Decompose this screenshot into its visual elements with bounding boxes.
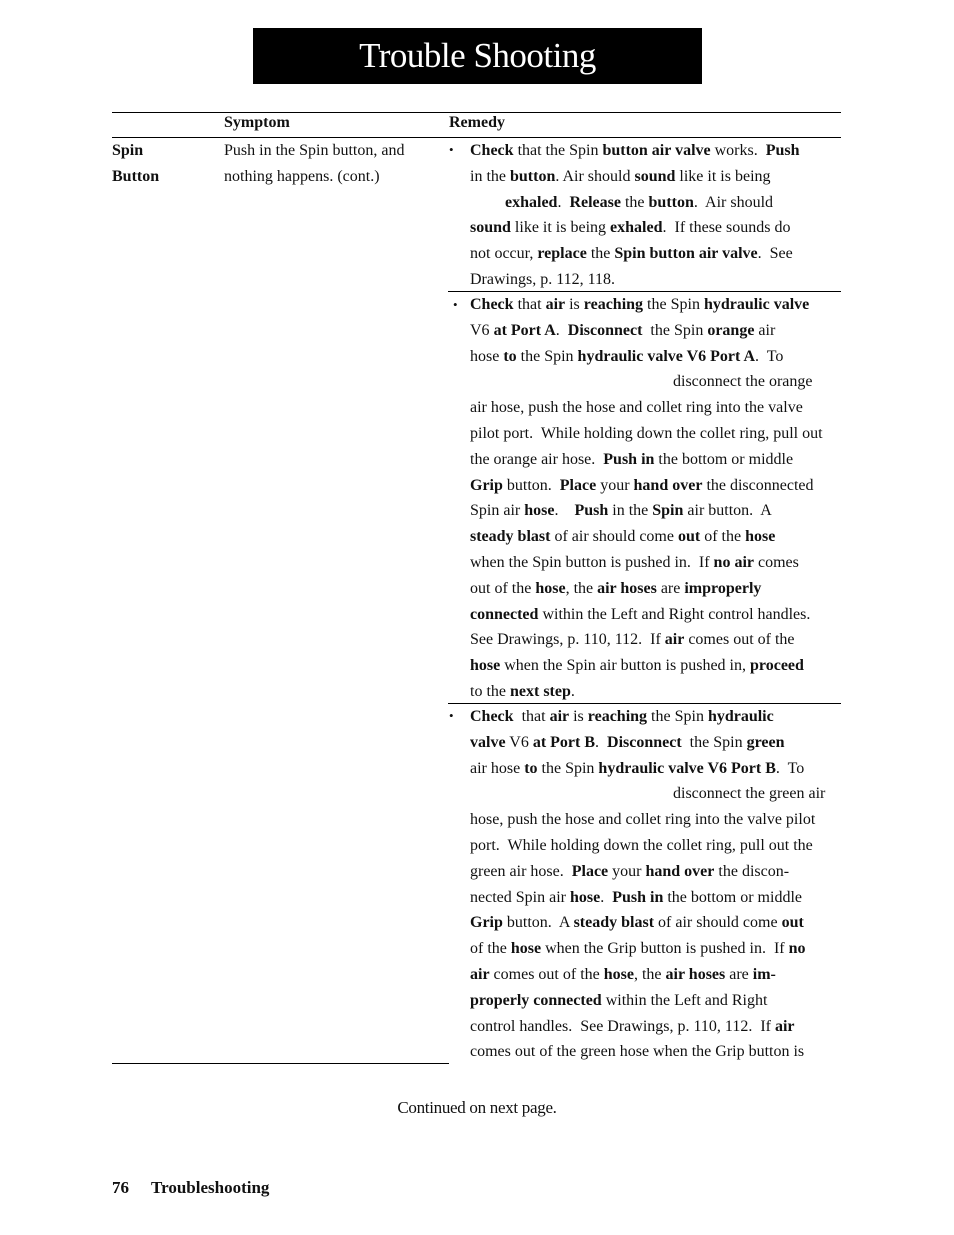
remedy-line: hose when the Spin air button is pushed in, proceed [470,657,804,675]
remedy-line: of the hose when the Grip button is pushed in. If no [470,940,806,958]
remedy-line: sound like it is being exhaled. If these sounds do [470,219,791,237]
symptom-line: Push in the Spin button, and [224,142,405,159]
remedy-item [470,704,842,1065]
topic-line: Spin [112,142,144,159]
remedy-line: pilot port. While holding down the collet ring, pull out [470,424,823,442]
remedy-line: Spin air hose. Push in the Spin air button. A [470,502,772,520]
title-banner [253,28,702,84]
page-footer [112,1178,269,1198]
remedy-line: to the next step. [470,682,575,700]
table-bottom-rule [112,1063,449,1064]
symptom-line: nothing happens. (cont.) [224,167,380,185]
remedy-line: air comes out of the hose, the air hoses are im- [470,965,776,983]
remedy-line: out of the hose, the air hoses are improperly [470,579,762,597]
continued-note: Continued on next page. [397,1098,557,1117]
remedy-line: disconnect the green air [673,785,826,803]
topic-line: Button [112,167,160,185]
remedy-line: hose, push the hose and collet ring into the valve pilot [470,811,816,829]
remedy-line: Check that air is reaching the Spin hydraulic valve [470,296,810,313]
symptom-header: Symptom [224,114,290,131]
symptom-cell [224,138,434,190]
remedy-line: properly connected within the Left and Right [470,991,768,1009]
remedy-line: green air hose. Place your hand over the discon- [470,862,790,880]
remedy-line: Check that air is reaching the Spin hydraulic [470,708,774,725]
remedy-line: air hose, push the hose and collet ring into the valve [470,399,803,417]
remedy-item [470,292,842,705]
section-name: Troubleshooting [151,1178,270,1197]
remedy-header: Remedy [449,114,505,131]
remedy-line: when the Spin button is pushed in. If no air comes [470,553,799,571]
remedy-line: V6 at Port A. Disconnect the Spin orange air [470,321,776,339]
remedy-line: exhaled. Release the button. Air should [505,193,774,211]
remedy-line: steady blast of air should come out of the hose [470,528,776,546]
remedy-line: nected Spin air hose. Push in the bottom or middle [470,888,802,906]
remedy-item [470,138,842,293]
remedy-line: See Drawings, p. 110, 112. If air comes out of the [470,631,795,649]
remedy-line: hose to the Spin hydraulic valve V6 Port A. To [470,347,784,365]
remedy-line: valve V6 at Port B. Disconnect the Spin green [470,733,785,751]
remedy-line: disconnect the orange [673,373,813,391]
remedy-line: connected within the Left and Right control handles. [470,605,811,623]
remedy-line: Grip button. Place your hand over the disconnected [470,476,814,494]
remedy-line: comes out of the green hose when the Grip button is [470,1043,805,1061]
page-number: 76 [112,1178,129,1197]
bullet-icon: • [453,297,458,312]
topic-cell [112,138,159,190]
remedy-line: air hose to the Spin hydraulic valve V6 Port B. To [470,759,805,777]
page-title: Trouble Shooting [359,36,596,75]
bullet-icon: • [449,142,454,157]
remedy-line: Drawings, p. 112, 118. [470,270,616,288]
remedy-line: Check that the Spin button air valve works. Push [470,142,800,159]
remedy-line: in the button. Air should sound like it is being [470,167,771,185]
remedy-line: port. While holding down the collet ring, pull out the [470,836,813,854]
remedy-line: the orange air hose. Push in the bottom or middle [470,450,794,468]
remedy-line: not occur, replace the Spin button air valve. See [470,245,793,263]
remedy-line: Grip button. A steady blast of air should come out [470,914,804,932]
table-top-rule [112,112,841,113]
remedy-line: control handles. See Drawings, p. 110, 112. If air [470,1017,795,1035]
bullet-icon: • [449,708,454,723]
